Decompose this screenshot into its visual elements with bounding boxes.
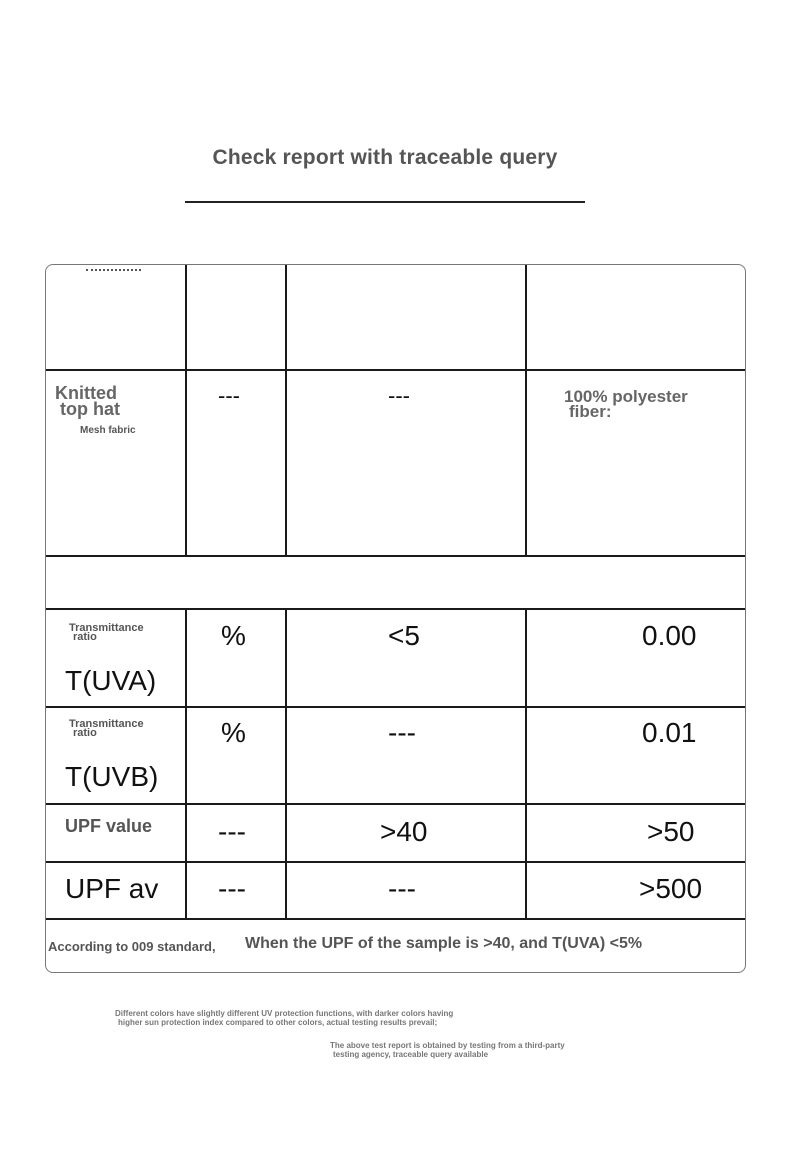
uvb-label-small-1: Transmittance (69, 718, 144, 730)
standard-note-right: When the UPF of the sample is >40, and T(UVA) <5% (245, 935, 643, 952)
knitted-result-line2: fiber: (569, 402, 612, 421)
uva-label: T(UVA) (65, 665, 157, 696)
uvb-requirement: --- (388, 717, 416, 748)
knitted-unit: --- (218, 383, 240, 408)
row-divider (46, 555, 745, 557)
upf-unit: --- (218, 816, 246, 847)
item-knitted-line2: top hat (60, 399, 120, 419)
uva-unit: % (221, 620, 246, 651)
column-divider (525, 608, 527, 919)
upfav-label: UPF av (65, 873, 159, 904)
item-knitted-sub: Mesh fabric (80, 425, 136, 436)
uvb-label: T(UVB) (65, 761, 159, 792)
upfav-requirement: --- (388, 873, 416, 904)
standard-note-left: According to 009 standard, (48, 939, 216, 954)
uvb-label-small-2: ratio (73, 727, 97, 739)
uva-label-small-2: ratio (73, 631, 97, 643)
row-divider (46, 706, 745, 708)
row-divider (46, 369, 745, 371)
knitted-requirement: --- (388, 383, 410, 408)
title-underline (185, 201, 585, 203)
upfav-result: >500 (639, 873, 703, 904)
row-divider (46, 918, 745, 920)
report-title: Check report with traceable query (212, 146, 558, 169)
uvb-result: 0.01 (642, 717, 697, 748)
uva-label-small-1: Transmittance (69, 622, 144, 634)
uvb-unit: % (221, 717, 246, 748)
item-knitted-line1: Knitted (55, 383, 117, 403)
knitted-result-line1: 100% polyester (564, 387, 688, 406)
testing-note-line1: The above test report is obtained by testing from a third-party (330, 1041, 565, 1050)
column-divider (185, 265, 187, 556)
upf-requirement: >40 (380, 816, 428, 847)
column-divider (185, 608, 187, 919)
row-divider (46, 803, 745, 805)
report-table (45, 264, 746, 973)
upfav-unit: --- (218, 873, 246, 904)
color-note-line1: Different colors have slightly different UV protection functions, with darker colors having (115, 1009, 454, 1018)
uva-result: 0.00 (642, 620, 697, 651)
uva-requirement: <5 (388, 620, 420, 651)
row-divider (46, 608, 745, 610)
cropped-header-remnant (86, 265, 141, 271)
column-divider (285, 608, 287, 919)
upf-label: UPF value (65, 816, 153, 836)
upf-result: >50 (647, 816, 695, 847)
testing-note-line2: testing agency, traceable query available (333, 1050, 489, 1059)
color-note-line2: higher sun protection index compared to other colors, actual testing results prevail; (118, 1018, 438, 1027)
column-divider (525, 265, 527, 556)
column-divider (285, 265, 287, 556)
row-divider (46, 861, 745, 863)
